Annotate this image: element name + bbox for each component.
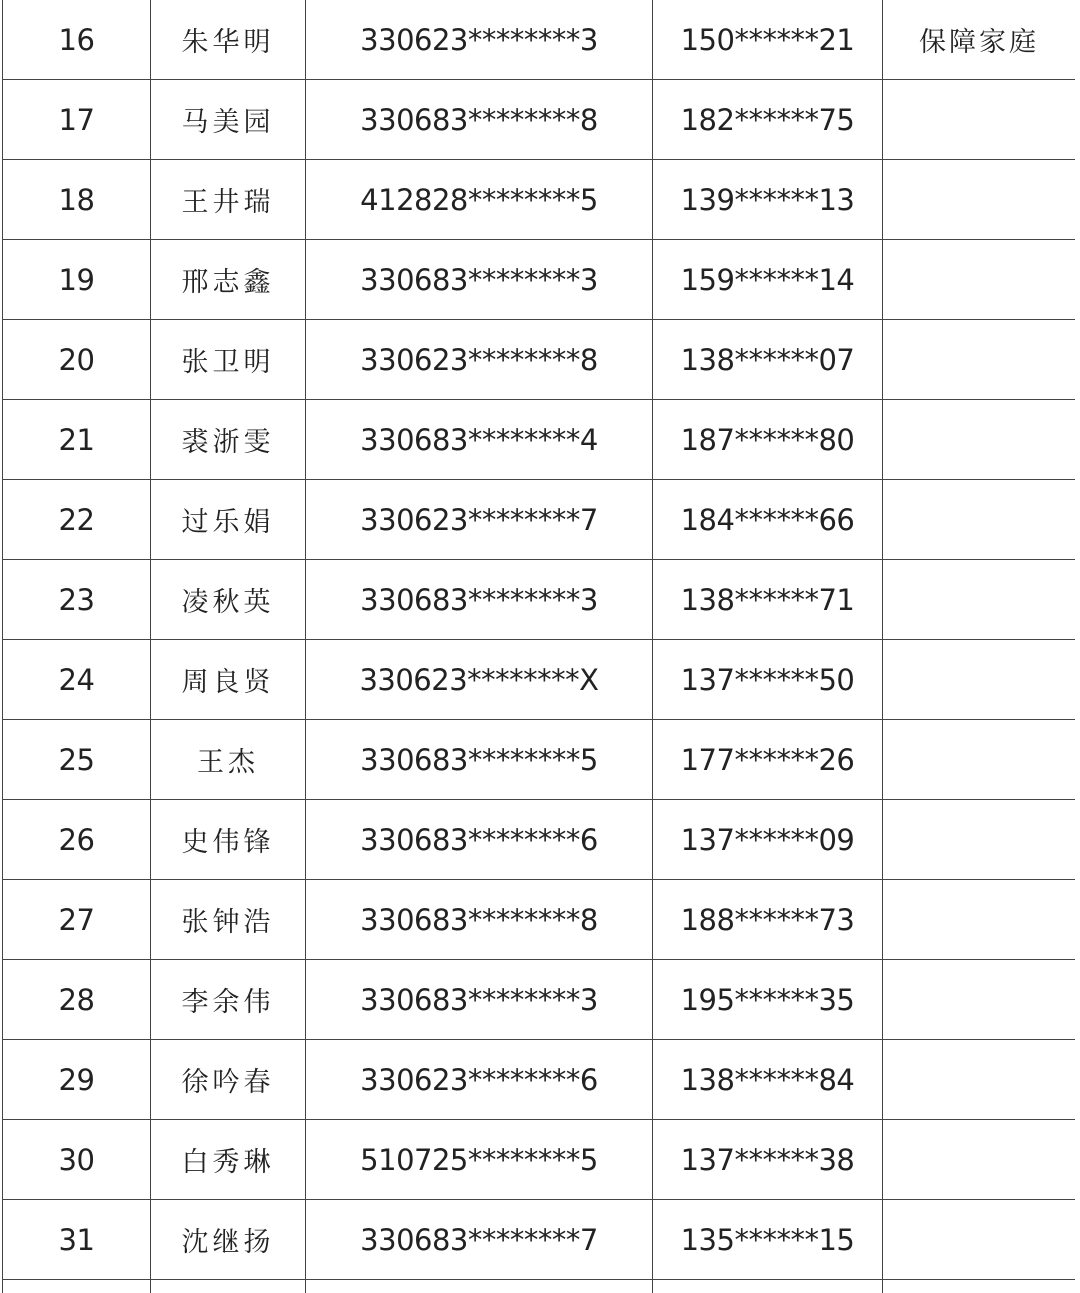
roster-table [2,0,1075,1293]
id-number-cell: 330623********7 [306,480,653,560]
note-cell [883,880,1076,960]
note-cell: 保障家庭 [883,0,1076,80]
row-index-cell: 27 [3,880,151,960]
name-cell: 白秀琳 [151,1120,306,1200]
id-number-cell: 510725********5 [306,1120,653,1200]
phone-cell: 137******50 [653,640,883,720]
id-number-cell: 330683********3 [306,560,653,640]
phone-cell: 138******71 [653,560,883,640]
name-cell: 张钟浩 [151,880,306,960]
row-index-cell: 17 [3,80,151,160]
note-cell [883,320,1076,400]
phone-cell: 195******35 [653,960,883,1040]
empty-cell [653,1280,883,1293]
name-cell: 马美园 [151,80,306,160]
empty-cell [306,1280,653,1293]
note-cell [883,960,1076,1040]
table-row [3,0,1076,80]
phone-cell: 182******75 [653,80,883,160]
id-number-cell: 330683********3 [306,240,653,320]
id-number-cell: 330683********3 [306,960,653,1040]
id-number-cell: 330623********X [306,640,653,720]
note-cell [883,1120,1076,1200]
phone-cell: 187******80 [653,400,883,480]
row-index-cell: 16 [3,0,151,80]
name-cell: 邢志鑫 [151,240,306,320]
table-row [3,1200,1076,1280]
table-row [3,880,1076,960]
row-index-cell: 28 [3,960,151,1040]
note-cell [883,560,1076,640]
note-cell [883,400,1076,480]
table-row [3,240,1076,320]
table-row [3,80,1076,160]
row-index-cell: 24 [3,640,151,720]
table-row [3,560,1076,640]
phone-cell: 159******14 [653,240,883,320]
phone-cell: 137******38 [653,1120,883,1200]
empty-cell [3,1280,151,1293]
phone-cell: 137******09 [653,800,883,880]
table-row [3,480,1076,560]
id-number-cell: 330683********7 [306,1200,653,1280]
table-row [3,1040,1076,1120]
row-index-cell: 29 [3,1040,151,1120]
phone-cell: 135******15 [653,1200,883,1280]
row-index-cell: 20 [3,320,151,400]
empty-cell [883,1280,1076,1293]
note-cell [883,240,1076,320]
table-row [3,960,1076,1040]
table-row-partial [3,1280,1076,1293]
id-number-cell: 330623********8 [306,320,653,400]
table-row [3,720,1076,800]
id-number-cell: 330683********5 [306,720,653,800]
row-index-cell: 25 [3,720,151,800]
name-cell: 过乐娟 [151,480,306,560]
table-row [3,800,1076,880]
note-cell [883,720,1076,800]
phone-cell: 184******66 [653,480,883,560]
id-number-cell: 330683********4 [306,400,653,480]
row-index-cell: 30 [3,1120,151,1200]
note-cell [883,1040,1076,1120]
phone-cell: 188******73 [653,880,883,960]
phone-cell: 139******13 [653,160,883,240]
name-cell: 徐吟春 [151,1040,306,1120]
row-index-cell: 19 [3,240,151,320]
note-cell [883,80,1076,160]
note-cell [883,160,1076,240]
table-row [3,1120,1076,1200]
name-cell: 沈继扬 [151,1200,306,1280]
name-cell: 王井瑞 [151,160,306,240]
name-cell: 李余伟 [151,960,306,1040]
row-index-cell: 26 [3,800,151,880]
id-number-cell: 330683********8 [306,880,653,960]
table-row [3,320,1076,400]
table-row [3,160,1076,240]
phone-cell: 150******21 [653,0,883,80]
roster-table-container [2,0,1075,1293]
name-cell: 周良贤 [151,640,306,720]
name-cell: 史伟锋 [151,800,306,880]
row-index-cell: 23 [3,560,151,640]
id-number-cell: 330683********6 [306,800,653,880]
table-row [3,640,1076,720]
row-index-cell: 22 [3,480,151,560]
empty-cell [151,1280,306,1293]
id-number-cell: 412828********5 [306,160,653,240]
name-cell: 裘浙雯 [151,400,306,480]
name-cell: 朱华明 [151,0,306,80]
name-cell: 张卫明 [151,320,306,400]
name-cell: 凌秋英 [151,560,306,640]
phone-cell: 138******84 [653,1040,883,1120]
note-cell [883,800,1076,880]
row-index-cell: 31 [3,1200,151,1280]
id-number-cell: 330683********8 [306,80,653,160]
note-cell [883,480,1076,560]
table-row [3,400,1076,480]
roster-table-body [3,0,1076,1293]
name-cell: 王杰 [151,720,306,800]
note-cell [883,640,1076,720]
id-number-cell: 330623********3 [306,0,653,80]
row-index-cell: 18 [3,160,151,240]
note-cell [883,1200,1076,1280]
phone-cell: 138******07 [653,320,883,400]
phone-cell: 177******26 [653,720,883,800]
id-number-cell: 330623********6 [306,1040,653,1120]
row-index-cell: 21 [3,400,151,480]
